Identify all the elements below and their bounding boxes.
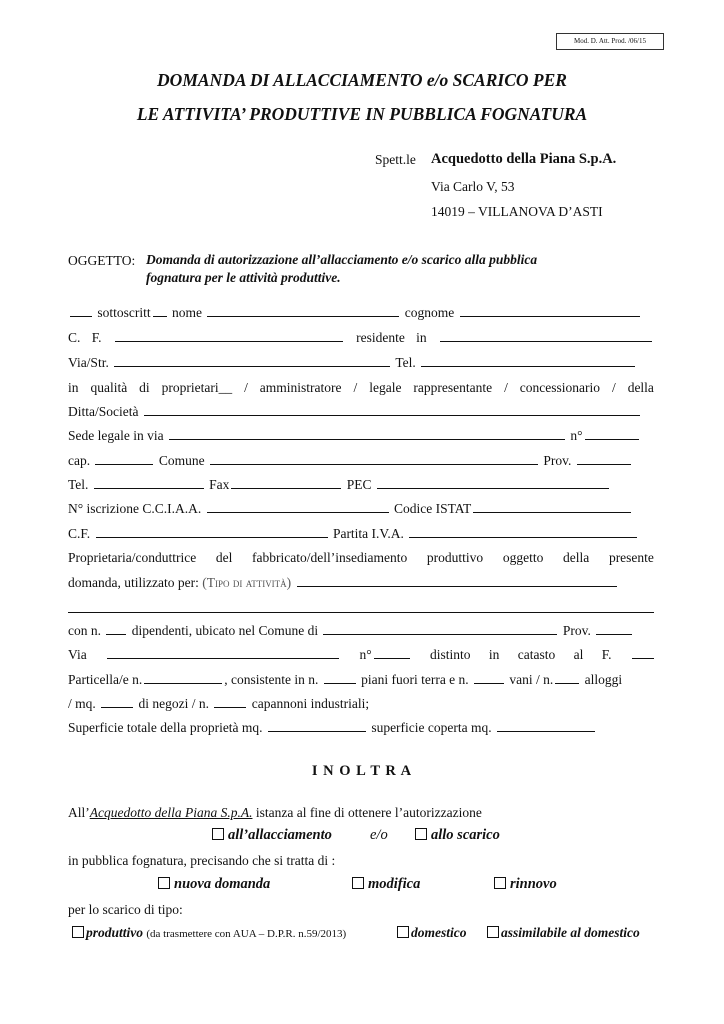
row-proprietaria [68, 550, 654, 566]
checkbox[interactable] [72, 926, 84, 938]
option-modifica[interactable]: modifica [352, 876, 420, 893]
word: proprietari__ [161, 380, 233, 395]
row-superficie: Superficie totale della proprietà mq. superficie coperta mq. [68, 720, 654, 736]
in-pubblica-text: in pubblica fognatura, precisando che si tratta di : [68, 853, 336, 868]
subject-text-line-1: Domanda di autorizzazione all’allacciamento e/o scarico alla pubblica [146, 252, 538, 267]
word: / [244, 380, 248, 395]
word: rappresentante [413, 380, 493, 395]
word: amministratore [259, 380, 342, 395]
word: / [353, 380, 358, 395]
option-allacciamento[interactable]: all’allacciamento [212, 827, 332, 844]
gender-blank[interactable] [70, 305, 92, 317]
blank-line[interactable] [68, 612, 654, 613]
tel2-field[interactable] [94, 477, 204, 489]
form-code: Mod. D. Att. Prod. /06/15 [556, 33, 664, 50]
option-scarico[interactable]: allo scarico [415, 827, 500, 844]
word: concessionario [519, 380, 601, 395]
option-domestico[interactable]: domestico [397, 925, 467, 941]
row-cf-piva: C.F. Partita I.V.A. [68, 526, 654, 542]
company-name: Acquedotto della Piana S.p.A. [89, 805, 253, 820]
eo-label: e/o [370, 827, 388, 843]
word: legale [369, 380, 402, 395]
prov2-field[interactable] [596, 623, 632, 635]
option-assimilabile[interactable]: assimilabile al domestico [487, 925, 640, 941]
fax-field[interactable] [231, 477, 341, 489]
capannoni-field[interactable] [214, 696, 246, 708]
tipo-attivita-field[interactable] [297, 575, 617, 587]
cognome-field[interactable] [460, 305, 640, 317]
numero2-field[interactable] [374, 647, 410, 659]
title-line-1: DOMANDA DI ALLACCIAMENTO e/o SCARICO PER [157, 70, 567, 90]
prov-field[interactable] [577, 453, 631, 465]
checkbox[interactable] [352, 877, 364, 889]
tel-field[interactable] [421, 355, 635, 367]
superficie-coperta-field[interactable] [497, 720, 595, 732]
row-sede: Sede legale in via n° [68, 428, 654, 444]
via2-field[interactable] [107, 647, 339, 659]
foglio-field[interactable] [632, 647, 654, 659]
word: in [68, 380, 79, 395]
row-utilizzato: domanda, utilizzato per: (Tipo di attività) [68, 575, 656, 591]
checkbox[interactable] [494, 877, 506, 889]
mq-field[interactable] [101, 696, 133, 708]
via-field[interactable] [114, 355, 390, 367]
recipient-prefix: Spett.le [375, 152, 416, 167]
row-ditta: Ditta/Società [68, 404, 654, 420]
word: di [139, 380, 150, 395]
row-cf-residente: C. F. residente in [68, 330, 654, 346]
word: Proprietaria/conduttrice [68, 550, 197, 565]
checkbox[interactable] [415, 828, 427, 840]
option-rinnovo[interactable]: rinnovo [494, 876, 557, 893]
residente-field[interactable] [440, 330, 652, 342]
title-line-2: LE ATTIVITA’ PRODUTTIVE IN PUBBLICA FOGNATURA [136, 104, 588, 124]
checkbox[interactable] [487, 926, 499, 938]
recipient-name: Acquedotto della Piana S.p.A. [431, 151, 617, 167]
row-cap: cap. Comune Prov. [68, 453, 654, 469]
dipendenti-field[interactable] [106, 623, 126, 635]
row-via-tel: Via/Str. Tel. [68, 355, 654, 371]
word: / [611, 380, 616, 395]
request-line: All’Acquedotto della Piana S.p.A. istanza al fine di ottenere l’autorizzazione [68, 805, 482, 820]
piani-field[interactable] [324, 672, 356, 684]
codice-fiscale-field[interactable] [115, 330, 343, 342]
subject-label: OGGETTO: [68, 253, 136, 268]
subject-text-line-2: fognatura per le attività produttive. [146, 270, 341, 285]
cap-field[interactable] [95, 453, 153, 465]
row-tel-fax-pec: Tel. Fax PEC [68, 477, 654, 493]
inoltra-heading: I N O L T R A [311, 763, 413, 779]
particella-field[interactable] [144, 672, 222, 684]
row-qualita [68, 380, 654, 396]
row-dipendenti: con n. dipendenti, ubicato nel Comune di Prov. [68, 623, 656, 639]
row-sottoscritto: sottoscritt nome cognome [68, 305, 654, 321]
row-particella: Particella/e n. , consistente in n. piani fuori terra e n. vani / n. alloggi [68, 672, 623, 687]
recipient-street: Via Carlo V, 53 [431, 179, 515, 194]
option-produttivo[interactable]: produttivo (da trasmettere con AUA – D.P.R. n.59/2013) [72, 925, 346, 941]
row-catasto: Via n° distinto in catasto al F. [68, 647, 656, 663]
word: produttivo [426, 550, 484, 565]
ditta-field[interactable] [144, 404, 640, 416]
comune-field[interactable] [210, 453, 538, 465]
istat-field[interactable] [473, 501, 631, 513]
row-negozi: / mq. di negozi / n. capannoni industriali; [68, 696, 370, 711]
word: oggetto [502, 550, 544, 565]
word: del [215, 550, 233, 565]
sede-field[interactable] [169, 428, 565, 440]
comune2-field[interactable] [323, 623, 557, 635]
word: presente [608, 550, 654, 565]
recipient-city: 14019 – VILLANOVA D’ASTI [431, 204, 603, 219]
piva-field[interactable] [409, 526, 637, 538]
word: della [563, 550, 590, 565]
checkbox[interactable] [158, 877, 170, 889]
checkbox[interactable] [397, 926, 409, 938]
pec-field[interactable] [377, 477, 609, 489]
word: / [504, 380, 508, 395]
nome-field[interactable] [207, 305, 399, 317]
cf2-field[interactable] [96, 526, 328, 538]
checkbox[interactable] [212, 828, 224, 840]
alloggi-field[interactable] [555, 672, 579, 684]
superficie-totale-field[interactable] [268, 720, 366, 732]
sede-numero-field[interactable] [585, 428, 639, 440]
option-nuova-domanda[interactable]: nuova domanda [158, 876, 270, 893]
word: qualità [90, 380, 128, 395]
vani-field[interactable] [474, 672, 504, 684]
word: fabbricato/dell’insediamento [252, 550, 408, 565]
row-cciaa: N° iscrizione C.C.I.A.A. Codice ISTAT [68, 501, 654, 517]
word: della [627, 380, 654, 395]
cciaa-field[interactable] [207, 501, 389, 513]
per-lo-scarico-text: per lo scarico di tipo: [68, 902, 183, 917]
